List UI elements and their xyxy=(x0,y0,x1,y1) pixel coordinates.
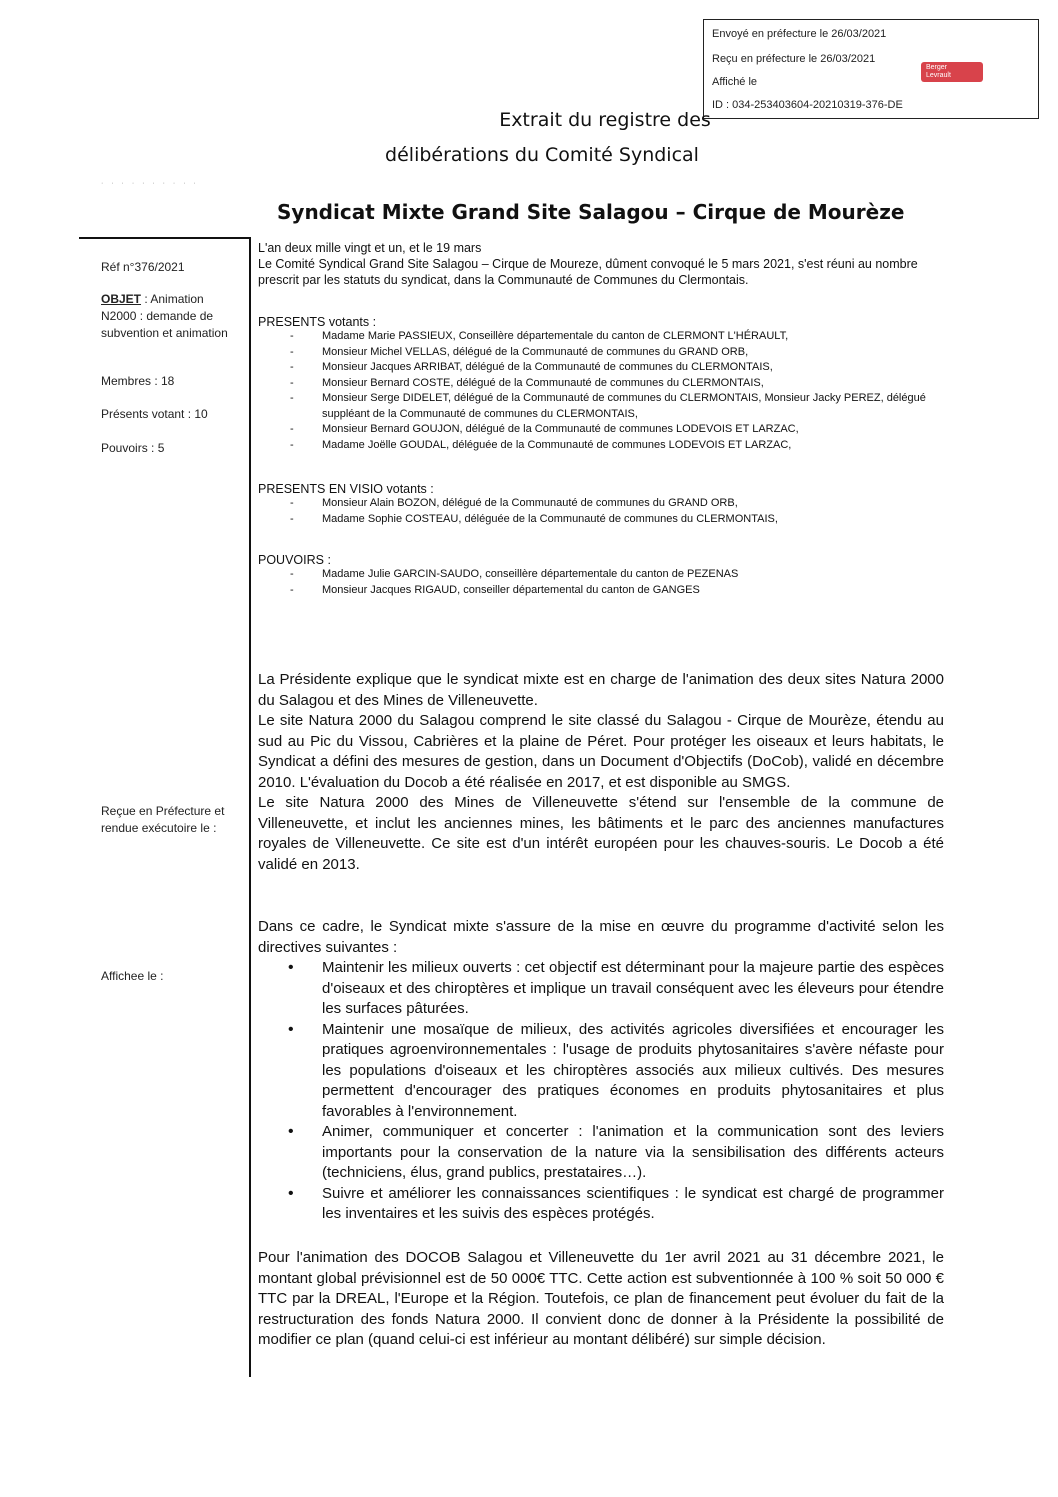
visio-list xyxy=(258,496,944,527)
body-paragraph-2 xyxy=(258,917,944,1225)
berger-levrault-logo xyxy=(921,62,983,82)
stamp-recu: Reçu en préfecture le 26/03/2021 xyxy=(712,53,876,65)
membres-count: Membres : 18 xyxy=(101,374,175,388)
list-item: - Madame Marie PASSIEUX, Conseillère départementale du canton de CLERMONT L'HÉRAULT, xyxy=(258,329,944,345)
visio-heading: PRESENTS EN VISIO votants : xyxy=(258,482,434,496)
faint-marks: · · · · · · · · · · xyxy=(101,180,199,187)
objet-text: : Animation N2000 : demande de subvention et animation xyxy=(101,292,228,340)
stamp-envoye: Envoyé en préfecture le 26/03/2021 xyxy=(712,28,887,40)
presents-count: Présents votant : 10 xyxy=(101,407,208,421)
paragraph: La Présidente explique que le syndicat mixte est en charge de l'animation des deux sites Natura 2000 du Salagou et des Mines de Villeneuvette. xyxy=(258,671,944,709)
list-item: - Monsieur Serge DIDELET, délégué de la Communauté de communes du CLERMONTAIS, Monsieur Jacky PEREZ, délégué suppléant de la Communauté de communes du CLERMONTAIS, xyxy=(258,391,944,422)
syndicat-title: Syndicat Mixte Grand Site Salagou – Cirque de Mourèze xyxy=(277,200,905,224)
pouvoirs-list xyxy=(258,567,944,598)
stamp-affiche: Affiché le xyxy=(712,76,758,88)
affichee-le: Affichee le : xyxy=(101,969,164,983)
list-item: - Monsieur Alain BOZON, délégué de la Communauté de communes du GRAND ORB, xyxy=(258,496,944,512)
directives-list xyxy=(258,958,944,1225)
stamp-id: ID : 034-253403604-20210319-376-DE xyxy=(712,99,903,111)
recue-prefecture: Reçue en Préfecture et rendue exécutoire le : xyxy=(101,804,225,835)
objet-label: OBJET xyxy=(101,292,142,306)
list-item: - Monsieur Michel VELLAS, délégué de la Communauté de communes du GRAND ORB, xyxy=(258,345,944,361)
objet xyxy=(101,291,241,342)
body-paragraph-1 xyxy=(258,670,944,875)
list-item: - Monsieur Jacques ARRIBAT, délégué de la Communauté de communes du CLERMONTAIS, xyxy=(258,360,944,376)
list-item: - Monsieur Bernard COSTE, délégué de la Communauté de communes du CLERMONTAIS, xyxy=(258,376,944,392)
prefecture-stamp xyxy=(703,19,1039,119)
paragraph: Dans ce cadre, le Syndicat mixte s'assure de la mise en œuvre du programme d'activité selon les directives suivantes : xyxy=(258,918,944,956)
column-divider xyxy=(249,237,251,1377)
paragraph: Pour l'animation des DOCOB Salagou et Villeneuvette du 1er avril 2021 au 31 décembre 2021, le montant global prévisionnel est de 50 000€ TTC. Cette action est subventionnée à 100 % soit 50 000 € TTC par la DREAL, l'Europe et la Région. Toutefois, ce plan de financement peut évoluer du fait de la restructuration des fonds Natura 2000. Il convient donc de donner à la Présidente la possibilité de modifier ce plan (quand celui-ci est inférieur au montant délibéré) sur simple décision. xyxy=(258,1249,944,1348)
list-item: - Madame Sophie COSTEAU, déléguée de la Communauté de communes du CLERMONTAIS, xyxy=(258,512,944,528)
list-item: • Maintenir une mosaïque de milieux, des activités agricoles diversifiées et encourager les pratiques agroenvironnementales : l'usage de produits phytosanitaires s'avère néfaste pour les populations d'oiseaux et les chiroptères associés aux milieux cultivés. Des mesures permettent d'encourager des pratiques économes en produits phytosanitaires et plus favorables à l'environnement. xyxy=(258,1020,944,1123)
list-item: - Madame Julie GARCIN-SAUDO, conseillère départementale du canton de PEZENAS xyxy=(258,567,944,583)
paragraph: Le site Natura 2000 des Mines de Villeneuvette s'étend sur l'ensemble de la commune de Villeneuvette, et inclut les anciennes mines, les bâtiments et le parc des anciennes manufactures royales de Villeneuvette. Ce site est d'un intérêt européen pour les chauves-souris. Le Docob a été validé en 2013. xyxy=(258,794,944,873)
body-paragraph-3 xyxy=(258,1248,944,1351)
intro xyxy=(258,240,944,288)
pouvoirs-heading: POUVOIRS : xyxy=(258,553,331,567)
list-item: • Suivre et améliorer les connaissances scientifiques : le syndicat est chargé de programmer les inventaires et les suivis des espèces protégés. xyxy=(258,1184,944,1225)
document-title-line1: Extrait du registre des xyxy=(499,109,711,131)
document-title-line2: délibérations du Comité Syndical xyxy=(385,144,699,166)
list-item: - Monsieur Jacques RIGAUD, conseiller départemental du canton de GANGES xyxy=(258,583,944,599)
left-column-rule xyxy=(79,237,249,239)
intro-text: Le Comité Syndical Grand Site Salagou – Cirque de Moureze, dûment convoqué le 5 mars 2021, s'est réuni au nombre prescrit par les statuts du syndicat, dans la Communauté de Communes du Clermontais. xyxy=(258,257,918,287)
paragraph: Le site Natura 2000 du Salagou comprend le site classé du Salagou - Cirque de Mourèze, étendu au sud au Pic du Vissou, Cabrières et la plaine de Péret. Pour protéger les oiseaux et leurs habitats, le Syndicat a défini des mesures de gestion, dans un Document d'Objectifs (DoCob), validé en décembre 2010. L'évaluation du Docob a été réalisée en 2017, et est disponible au SMGS. xyxy=(258,712,944,791)
visio-section xyxy=(258,482,944,527)
logo-text-1: Berger xyxy=(926,64,948,71)
logo-text-2: Levrault xyxy=(926,72,951,79)
list-item: - Monsieur Bernard GOUJON, délégué de la Communauté de communes LODEVOIS ET LARZAC, xyxy=(258,422,944,438)
list-item: • Animer, communiquer et concerter : l'animation et la communication sont des leviers importants pour la conservation de la nature via la sensibilisation des différents acteurs (techniciens, élus, grand publics, prestataires…). xyxy=(258,1122,944,1184)
list-item: - Madame Joëlle GOUDAL, déléguée de la Communauté de communes LODEVOIS ET LARZAC, xyxy=(258,438,944,454)
pouvoirs-section xyxy=(258,553,944,598)
presents-section xyxy=(258,315,944,453)
presents-heading: PRESENTS votants : xyxy=(258,315,377,329)
list-item: • Maintenir les milieux ouverts : cet objectif est déterminant pour la majeure partie des espèces d'oiseaux et des chiroptères et implique un travail conséquent avec les éleveurs pour étendre les surfaces pâturées. xyxy=(258,958,944,1020)
pouvoirs-count: Pouvoirs : 5 xyxy=(101,441,165,455)
presents-list xyxy=(258,329,944,453)
intro-date: L'an deux mille vingt et un, et le 19 mars xyxy=(258,241,482,255)
reference-number: Réf n°376/2021 xyxy=(101,260,185,274)
